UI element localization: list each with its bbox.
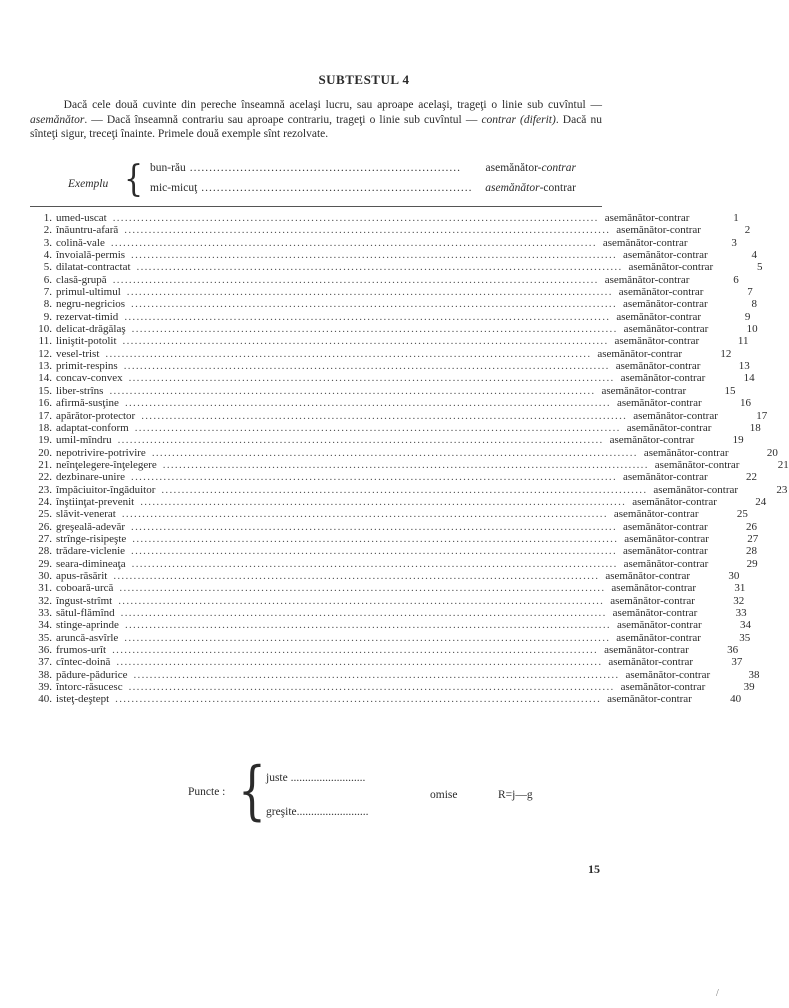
item-answer-options[interactable]: asemănător-contrar: [613, 508, 699, 521]
item-row: [30, 495, 767, 508]
item-right-number: 39: [743, 681, 755, 694]
item-word-pair: seara-dimineaţa: [56, 557, 126, 570]
item-row: [30, 668, 760, 681]
item-answer-options[interactable]: asemănător-contrar: [605, 569, 690, 582]
item-number: 37.: [38, 656, 52, 669]
item-number: 14.: [38, 372, 52, 385]
item-answer-options[interactable]: asemănător-contrar: [604, 212, 690, 224]
item-row: [30, 508, 748, 521]
item-right-number: 12: [720, 347, 732, 360]
item-number: 8.: [43, 298, 52, 311]
item-answer-options[interactable]: asemănător-contrar: [623, 545, 708, 558]
item-row: [30, 644, 739, 657]
item-answer-options[interactable]: asemănător-contrar: [623, 298, 708, 311]
item-number: 22.: [38, 471, 52, 484]
item-word-pair: afirmă-susţine: [56, 397, 119, 410]
instructions-part-3: . Dacă nu sînteţi sigur, treceţi înainte. Primele două exemple sînt rezolvate.: [30, 113, 602, 140]
item-row: [30, 656, 743, 669]
item-answer-options[interactable]: asemănător-contrar: [601, 384, 687, 397]
item-word-pair: concav-convex: [56, 372, 123, 385]
item-dots: ........................................................................................................................: [124, 619, 611, 632]
example-answer-underlined: contrar: [541, 162, 576, 174]
item-dots: ........................................................................................................................: [120, 607, 607, 619]
item-answer-options[interactable]: asemănător-contrar: [623, 557, 709, 570]
item-word-pair: coboară-urcă: [56, 582, 114, 595]
item-word-pair: clasă-grupă: [56, 273, 107, 286]
item-dots: ........................................................................................................................: [124, 631, 611, 644]
item-row: [30, 681, 755, 694]
item-dots: ........................................................................................................................: [109, 384, 596, 397]
item-right-number: 26: [746, 520, 758, 533]
item-row: [30, 582, 746, 595]
item-answer-options[interactable]: asemănător-contrar: [623, 249, 708, 262]
item-answer-options[interactable]: asemănător-contrar: [602, 236, 688, 249]
item-answer-options[interactable]: asemănător-contrar: [616, 397, 702, 410]
item-answer-options[interactable]: asemănător-contrar: [611, 582, 697, 595]
item-row: [30, 273, 739, 286]
item-right-number: 18: [749, 421, 761, 434]
item-word-pair: delicat-drăgălaş: [56, 323, 126, 336]
item-word-pair: apărător-protector: [56, 409, 136, 422]
item-number: 2.: [43, 224, 52, 237]
item-answer-options[interactable]: asemănător-contrar: [615, 360, 701, 373]
item-right-number: 21: [777, 458, 789, 471]
item-dots: ........................................................................................................................: [117, 434, 604, 447]
item-dots: ........................................................................................................................: [134, 421, 621, 434]
item-dots: ........................................................................................................................: [128, 681, 615, 694]
item-right-number: 17: [756, 409, 768, 422]
item-row: [30, 335, 749, 348]
item-dots: ........................................................................................................................: [124, 397, 611, 410]
item-number: 30.: [38, 569, 52, 582]
item-answer-options[interactable]: asemănător-contrar: [597, 347, 683, 360]
item-row: [30, 421, 761, 434]
item-answer-options[interactable]: asemănător-contrar: [628, 261, 714, 274]
item-row: [30, 372, 755, 385]
item-word-pair: dilatat-contractat: [56, 261, 131, 274]
item-row: [30, 557, 758, 570]
score-wrong: greşite.........................: [266, 806, 369, 818]
item-answer-options[interactable]: asemănător-contrar: [610, 594, 695, 607]
item-answer-options[interactable]: asemănător-contrar: [614, 335, 700, 348]
item-answer-options[interactable]: asemănător-contrar: [616, 224, 701, 237]
item-number: 23.: [38, 483, 52, 496]
item-number: 4.: [43, 249, 52, 262]
item-word-pair: dezbinare-unire: [56, 471, 126, 484]
example-label: Exemplu: [68, 178, 109, 190]
item-word-pair: nepotrivire-potrivire: [56, 446, 146, 459]
item-number: 25.: [38, 508, 52, 521]
item-row: [30, 607, 747, 619]
item-word-pair: sătul-flămînd: [56, 607, 115, 619]
item-row: [30, 323, 758, 336]
item-right-number: 32: [733, 594, 745, 607]
item-row: [30, 569, 740, 582]
example-answer-plain: -contrar: [539, 182, 576, 194]
item-dots: ........................................................................................................................: [161, 483, 648, 496]
item-right-number: 38: [748, 668, 760, 681]
item-number: 28.: [38, 545, 52, 558]
item-row: [30, 347, 732, 360]
item-right-number: 24: [755, 495, 767, 508]
item-number: 27.: [38, 532, 52, 545]
item-answer-options[interactable]: asemănător-contrar: [653, 483, 739, 496]
example-word: bun-rău: [150, 162, 186, 174]
item-row: [30, 434, 744, 447]
item-answer-options[interactable]: asemănător-contrar: [616, 310, 701, 323]
item-answer-options[interactable]: asemănător-contrar: [623, 323, 709, 336]
item-word-pair: rezervat-timid: [56, 310, 119, 323]
item-dots: ........................................................................................................................: [118, 594, 605, 607]
item-right-number: 11: [737, 335, 749, 348]
item-row: [30, 693, 742, 706]
item-right-number: 1: [733, 212, 739, 224]
item-number: 17.: [38, 409, 52, 422]
item-answer-options[interactable]: asemănător-contrar: [618, 286, 704, 299]
item-number: 39.: [38, 681, 52, 694]
item-dots: ........................................................................................................................: [151, 446, 638, 459]
item-row: [30, 619, 751, 632]
item-right-number: 16: [739, 397, 751, 410]
item-row: [30, 298, 758, 311]
score-label: Puncte :: [188, 786, 226, 798]
item-row: [30, 409, 768, 422]
item-right-number: 40: [730, 693, 742, 706]
item-dots: ........................................................................................................................: [133, 668, 620, 681]
item-dots: ........................................................................................................................: [131, 323, 618, 336]
item-answer-options[interactable]: asemănător-contrar: [607, 693, 692, 706]
item-word-pair: trădare-viclenie: [56, 545, 126, 558]
item-right-number: 2: [744, 224, 751, 237]
instructions-similar-term: asemănător: [30, 113, 85, 126]
item-word-pair: slăvit-venerat: [56, 508, 116, 521]
item-number: 38.: [38, 668, 52, 681]
item-dots: ........................................................................................................................: [131, 298, 618, 311]
item-number: 29.: [38, 557, 52, 570]
item-dots: ........................................................................................................................: [124, 310, 611, 323]
subtest-title: SUBTESTUL 4: [318, 72, 410, 87]
item-row: [30, 384, 736, 397]
item-dots: ........................................................................................................................: [162, 458, 649, 471]
item-dots: ........................................................................................................................: [128, 372, 615, 385]
item-right-number: 20: [766, 446, 778, 459]
item-word-pair: cîntec-doină: [56, 656, 111, 669]
item-number: 19.: [38, 434, 52, 447]
item-row: [30, 249, 758, 262]
item-answer-options[interactable]: asemănător-contrar: [632, 495, 717, 508]
item-right-number: 13: [738, 360, 750, 373]
item-number: 6.: [43, 273, 52, 286]
item-answer-options[interactable]: asemănător-contrar: [654, 458, 740, 471]
item-word-pair: umil-mîndru: [56, 434, 112, 447]
item-row: [30, 471, 758, 484]
item-right-number: 5: [757, 261, 763, 274]
item-right-number: 29: [746, 557, 758, 570]
item-number: 24.: [38, 495, 52, 508]
item-right-number: 37: [731, 656, 743, 669]
item-dots: ........................................................................................................................: [131, 557, 618, 570]
item-number: 32.: [38, 594, 52, 607]
item-answer-options[interactable]: asemănător-contrar: [604, 644, 689, 657]
item-right-number: 25: [736, 508, 748, 521]
item-answer-options[interactable]: asemănător-contrar: [623, 520, 708, 533]
item-right-number: 34: [739, 619, 751, 632]
score-box: [188, 754, 568, 829]
item-number: 7.: [43, 286, 52, 299]
score-formula: R=j—g: [498, 789, 533, 801]
item-answer-options[interactable]: asemănător-contrar: [624, 532, 709, 545]
example-dots: ......................................................................: [201, 182, 473, 194]
item-row: [30, 446, 778, 459]
item-number: 21.: [38, 458, 52, 471]
item-word-pair: apus-răsărit: [56, 569, 108, 582]
item-right-number: 30: [728, 569, 740, 582]
item-word-pair: isteţ-deştept: [56, 693, 110, 706]
item-number: 11.: [38, 335, 52, 348]
item-word-pair: neînţelegere-înţelegere: [56, 458, 157, 471]
item-word-pair: negru-negricios: [56, 298, 126, 311]
item-number: 9.: [43, 310, 52, 323]
item-word-pair: îngust-strîmt: [56, 594, 113, 607]
item-dots: ........................................................................................................................: [110, 236, 597, 249]
item-row: [30, 224, 751, 237]
example-row-2: [150, 182, 576, 198]
item-dots: ........................................................................................................................: [116, 656, 603, 669]
item-number: 15.: [38, 384, 52, 397]
item-number: 40.: [38, 693, 52, 706]
example-dots: ......................................................................: [189, 162, 462, 174]
item-right-number: 7: [747, 286, 753, 299]
item-answer-options[interactable]: asemănător-contrar: [616, 619, 702, 632]
score-omitted: omise: [430, 789, 458, 801]
item-number: 20.: [38, 446, 52, 459]
item-row: [30, 545, 758, 558]
item-dots: ........................................................................................................................: [122, 335, 609, 348]
item-right-number: 27: [747, 532, 759, 545]
item-word-pair: liber-strîns: [56, 384, 104, 397]
item-number: 10.: [38, 323, 52, 336]
item-answer-options[interactable]: asemănător-contrar: [623, 471, 708, 484]
item-right-number: 6: [733, 273, 739, 286]
item-dots: ........................................................................................................................: [105, 347, 592, 360]
item-number: 31.: [38, 582, 52, 595]
item-word-pair: liniştit-potolit: [56, 335, 117, 348]
item-word-pair: aruncă-asvîrle: [56, 631, 119, 644]
item-right-number: 28: [746, 545, 758, 558]
item-word-pair: întorc-răsucesc: [56, 681, 123, 694]
item-word-pair: frumos-urît: [56, 644, 107, 657]
item-row: [30, 594, 745, 607]
item-word-pair: primit-respins: [56, 360, 118, 373]
item-dots: ........................................................................................................................: [131, 545, 618, 558]
item-answer-options[interactable]: asemănător-contrar: [620, 372, 706, 385]
item-word-pair: strînge-risipeşte: [56, 532, 127, 545]
item-number: 18.: [38, 421, 52, 434]
item-row: [30, 520, 758, 533]
item-dots: ........................................................................................................................: [140, 495, 627, 508]
item-row: [30, 397, 751, 410]
item-row: [30, 483, 788, 496]
item-word-pair: primul-ultimul: [56, 286, 121, 299]
item-number: 26.: [38, 520, 52, 533]
item-number: 12.: [38, 347, 52, 360]
item-dots: ........................................................................................................................: [131, 249, 618, 262]
instructions-part-2: . — Dacă înseamnă contrariu sau aproape contrariu, trageţi o linie sub cuvîntul —: [84, 113, 482, 126]
item-row: [30, 631, 751, 644]
item-word-pair: vesel-trist: [56, 347, 100, 360]
item-answer-options[interactable]: asemănător-contrar: [625, 668, 711, 681]
item-dots: ........................................................................................................................: [136, 261, 623, 274]
page-number: 15: [588, 862, 600, 876]
item-number: 34.: [38, 619, 52, 632]
example-answer-underlined: asemănător: [485, 182, 540, 194]
item-row: [30, 360, 750, 373]
item-dots: ........................................................................................................................: [131, 471, 618, 484]
instructions: [30, 98, 602, 142]
instructions-part-1: Dacă cele două cuvinte din pereche înseamnă acelaşi lucru, sau aproape acelaşi, trageţi o linie sub cuvîntul —: [63, 99, 603, 111]
item-right-number: 36: [727, 644, 739, 657]
item-right-number: 8: [751, 298, 758, 311]
item-row: [30, 236, 737, 249]
item-word-pair: învoială-permis: [56, 249, 126, 262]
item-row: [30, 458, 789, 471]
item-dots: ........................................................................................................................: [141, 409, 628, 422]
item-answer-options[interactable]: asemănător-contrar: [612, 607, 698, 619]
item-dots: ........................................................................................................................: [131, 520, 618, 533]
instructions-opposite-term: contrar (diferit): [481, 113, 556, 126]
item-row: [30, 532, 759, 545]
example-row-1: [150, 162, 576, 178]
item-word-pair: colină-vale: [56, 236, 105, 249]
item-number: 5.: [43, 261, 52, 274]
item-right-number: 33: [735, 607, 747, 619]
item-number: 3.: [43, 236, 52, 249]
item-row: [30, 212, 739, 224]
item-dots: ........................................................................................................................: [132, 532, 619, 545]
item-right-number: 31: [734, 582, 746, 595]
item-row: [30, 261, 763, 274]
item-answer-options[interactable]: asemănător-contrar: [633, 409, 718, 422]
item-word-pair: înştiinţat-prevenit: [56, 495, 135, 508]
item-dots: ........................................................................................................................: [126, 286, 613, 299]
item-answer-options[interactable]: asemănător-contrar: [608, 656, 694, 669]
item-dots: ........................................................................................................................: [121, 508, 608, 521]
item-word-pair: împăciuitor-îngăduitor: [56, 483, 156, 496]
item-answer-options[interactable]: asemănător-contrar: [609, 434, 695, 447]
item-word-pair: adaptat-conform: [56, 421, 129, 434]
example-word: mic-micuţ: [150, 182, 198, 194]
item-number: 16.: [38, 397, 52, 410]
item-right-number: 19: [732, 434, 744, 447]
item-word-pair: umed-uscat: [56, 212, 107, 224]
item-right-number: 23: [776, 483, 788, 496]
item-right-number: 35: [739, 631, 751, 644]
item-dots: ........................................................................................................................: [124, 224, 611, 237]
item-answer-options[interactable]: asemănător-contrar: [604, 273, 690, 286]
item-right-number: 3: [731, 236, 737, 249]
score-correct: juste ..........................: [266, 772, 366, 784]
item-row: [30, 310, 751, 323]
corner-mark: /: [716, 988, 719, 999]
item-right-number: 9: [744, 310, 751, 323]
item-dots: ........................................................................................................................: [112, 273, 599, 286]
item-dots: ........................................................................................................................: [115, 693, 602, 706]
item-word-pair: înăuntru-afară: [56, 224, 119, 237]
item-answer-options[interactable]: asemănător-contrar: [616, 631, 701, 644]
example-answer: [485, 182, 576, 194]
divider-line: [30, 206, 602, 207]
score-brace: {: [238, 754, 266, 829]
item-dots: ........................................................................................................................: [123, 360, 610, 373]
example-answer-plain: asemănător-: [485, 162, 542, 174]
item-right-number: 22: [746, 471, 758, 484]
item-right-number: 4: [751, 249, 758, 262]
item-number: 1.: [43, 212, 52, 224]
item-word-pair: greşeală-adevăr: [56, 520, 126, 533]
item-dots: ........................................................................................................................: [113, 569, 600, 582]
item-word-pair: stinge-aprinde: [56, 619, 119, 632]
item-number: 35.: [38, 631, 52, 644]
item-answer-options[interactable]: asemănător-contrar: [626, 421, 712, 434]
item-right-number: 15: [724, 384, 736, 397]
item-right-number: 10: [746, 323, 758, 336]
item-number: 36.: [38, 644, 52, 657]
item-answer-options[interactable]: asemănător-contrar: [643, 446, 729, 459]
item-dots: ........................................................................................................................: [119, 582, 606, 595]
example-brace: {: [124, 158, 144, 201]
item-right-number: 14: [743, 372, 755, 385]
item-number: 13.: [38, 360, 52, 373]
item-row: [30, 286, 753, 299]
item-dots: ........................................................................................................................: [112, 644, 599, 657]
item-list: [30, 212, 789, 706]
item-number: 33.: [38, 607, 52, 619]
item-dots: ........................................................................................................................: [112, 212, 599, 224]
item-word-pair: pădure-pădurice: [56, 668, 128, 681]
example-answer: [486, 162, 576, 174]
item-answer-options[interactable]: asemănător-contrar: [620, 681, 706, 694]
